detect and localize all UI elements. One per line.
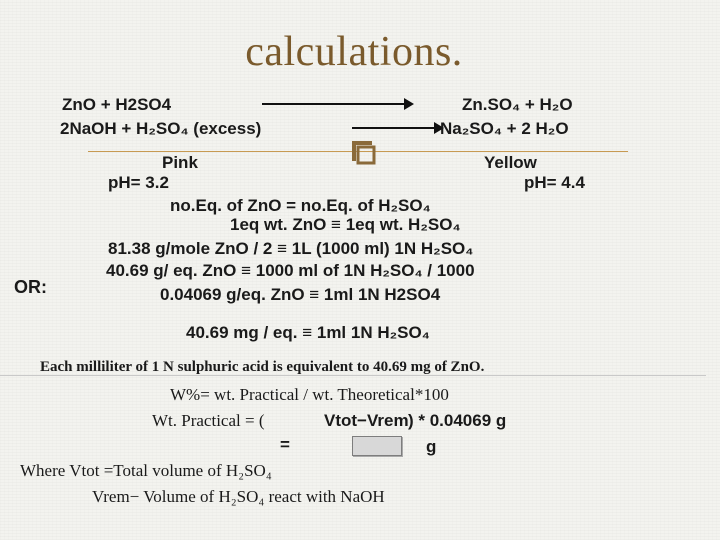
wt-practical-label: Wt. Practical = ( (152, 411, 265, 430)
section-divider (0, 375, 706, 376)
equation-3: 81.38 g/mole ZnO / 2 ≡ 1L (1000 ml) 1N H₂SO₄ (108, 239, 474, 258)
reaction-2-reactants: 2NaOH + H₂SO₄ (excess) (60, 119, 262, 138)
equation-4: 40.69 g/ eq. ZnO ≡ 1000 ml of 1N H₂SO₄ / 1000 (106, 261, 475, 280)
vrem-definition: Vrem− Volume of H₂SO₄ react with NaOH (92, 487, 385, 506)
equation-5: 0.04069 g/eq. ZnO ≡ 1ml 1N H2SO4 (160, 285, 441, 304)
reaction-2-arrow (352, 127, 442, 129)
indicator-yellow: Yellow (484, 153, 537, 172)
reaction-1-arrow (262, 103, 412, 105)
reaction-1-reactants: ZnO + H2SO4 (62, 95, 172, 114)
equation-6: 40.69 mg / eq. ≡ 1ml 1N H₂SO₄ (186, 323, 430, 342)
ph-right: pH= 4.4 (524, 173, 585, 192)
v-tot-rem: Vtot−Vrem (324, 411, 409, 430)
reaction-2-products: Na₂SO₄ + 2 H₂O (440, 119, 569, 138)
equivalence-note: Each milliliter of 1 N sulphuric acid is equivalent to 40.69 mg of ZnO. (40, 359, 485, 375)
where-vtot: Where Vtot =Total volume of H₂SO₄ (20, 461, 272, 480)
equation-2: 1eq wt. ZnO ≡ 1eq wt. H₂SO₄ (230, 215, 461, 234)
answer-box (352, 436, 402, 456)
unit-g: g (426, 437, 437, 456)
equals-sign: = (280, 435, 290, 454)
equation-1: no.Eq. of ZnO = no.Eq. of H₂SO₄ (170, 196, 431, 215)
reaction-1-products: Zn.SO₄ + H₂O (462, 95, 573, 114)
wt-practical-factor: ) * 0.04069 g (408, 411, 507, 430)
ph-left: pH= 3.2 (108, 173, 169, 192)
weight-percent-formula: W%= wt. Practical / wt. Theoretical*100 (170, 385, 449, 404)
indicator-pink: Pink (162, 153, 198, 172)
slide-title: calculations. (245, 29, 463, 75)
or-label: OR: (14, 277, 47, 297)
slide-bullet-icon (348, 137, 378, 167)
